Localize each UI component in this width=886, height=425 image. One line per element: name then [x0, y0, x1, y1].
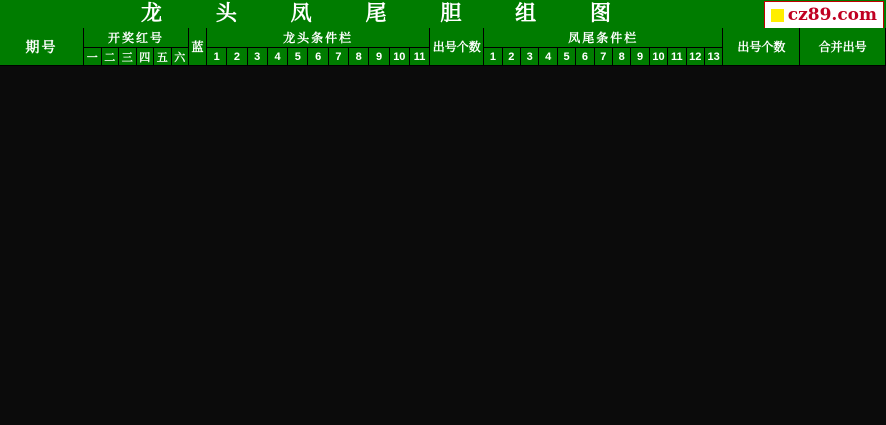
header-dragon-col: 2 [227, 48, 247, 66]
header-merge: 合并出号 [800, 28, 886, 66]
header-red-col: 三 [119, 48, 137, 66]
header-red-col: 四 [137, 48, 155, 66]
header-dragon-col: 3 [248, 48, 268, 66]
header-dragon-col: 1 [207, 48, 227, 66]
header-red-col: 六 [172, 48, 190, 66]
logo-text: cz89.com [787, 5, 877, 25]
site-logo[interactable] [764, 1, 884, 29]
title-bar [0, 0, 886, 29]
header-dragon-col: 4 [268, 48, 288, 66]
header-dragon-col: 9 [369, 48, 389, 66]
header-period: 期号 [0, 28, 84, 66]
header-phoenix-group: 凤尾条件栏 [484, 28, 723, 48]
header-dragon-count: 出号个数 [430, 28, 484, 66]
header-phoenix-col: 13 [705, 48, 723, 66]
header-phoenix-col: 10 [650, 48, 668, 66]
header-dragon-col: 6 [308, 48, 328, 66]
header-phoenix-col: 12 [687, 48, 705, 66]
header-phoenix-col: 7 [595, 48, 613, 66]
header-phoenix-col: 2 [503, 48, 521, 66]
header-red-col: 二 [102, 48, 120, 66]
header-phoenix-col: 6 [576, 48, 594, 66]
table-header [0, 28, 886, 66]
page-title: 龙 头 凤 尾 胆 组 图 [140, 2, 635, 25]
header-red-col: 五 [154, 48, 172, 66]
header-dragon-col: 11 [410, 48, 430, 66]
header-dragon-col: 8 [349, 48, 369, 66]
header-phoenix-col: 11 [668, 48, 686, 66]
header-dragon-col: 7 [329, 48, 349, 66]
logo-square-icon [771, 9, 784, 22]
header-phoenix-count: 出号个数 [723, 28, 800, 66]
header-phoenix-col: 4 [539, 48, 557, 66]
header-dragon-col: 10 [390, 48, 410, 66]
header-red-group: 开奖红号 [84, 28, 189, 48]
header-phoenix-col: 3 [521, 48, 539, 66]
header-blue: 蓝 [189, 28, 207, 66]
header-phoenix-col: 8 [613, 48, 631, 66]
header-dragon-col: 5 [288, 48, 308, 66]
header-phoenix-col: 5 [558, 48, 576, 66]
header-phoenix-col: 1 [484, 48, 502, 66]
header-dragon-group: 龙头条件栏 [207, 28, 430, 48]
header-red-col: 一 [84, 48, 102, 66]
header-phoenix-col: 9 [631, 48, 649, 66]
